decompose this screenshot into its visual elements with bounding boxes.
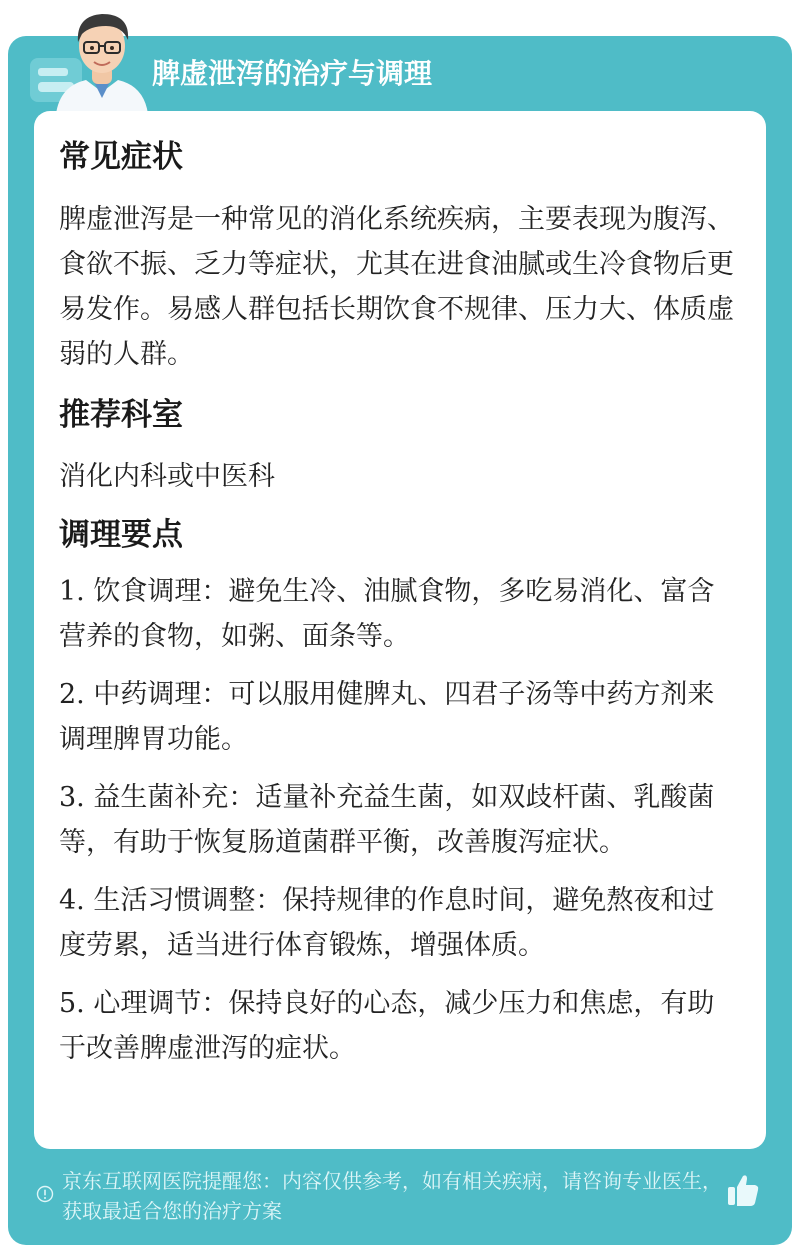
section-title-care: 调理要点 xyxy=(59,517,183,553)
thumbs-up-icon[interactable] xyxy=(726,1172,760,1208)
page-title: 脾虚泄泻的治疗与调理 xyxy=(152,57,433,90)
doctor-avatar xyxy=(42,6,162,114)
list-item-text: 中药调理：可以服用健脾丸、四君子汤等中药方剂来调理脾胃功能。 xyxy=(59,679,715,755)
list-item xyxy=(59,569,739,659)
list-item-number: 3. xyxy=(59,782,85,813)
section-title-department: 推荐科室 xyxy=(59,397,183,433)
card-content xyxy=(59,133,739,1071)
list-item-number: 4. xyxy=(59,885,85,916)
disclaimer-text: 京东互联网医院提醒您：内容仅供参考，如有相关疾病，请咨询专业医生，获取最适合您的治疗方案 xyxy=(62,1169,722,1223)
list-item-number: 1. xyxy=(59,576,85,607)
list-item xyxy=(59,775,739,865)
info-card xyxy=(34,111,766,1149)
list-item-number: 5. xyxy=(59,988,85,1019)
list-item xyxy=(59,878,739,968)
list-item-text: 饮食调理：避免生冷、油腻食物，多吃易消化、富含营养的食物，如粥、面条等。 xyxy=(59,576,715,652)
info-icon xyxy=(36,1185,54,1203)
list-item-text: 心理调节：保持良好的心态，减少压力和焦虑，有助于改善脾虚泄泻的症状。 xyxy=(59,988,715,1064)
list-item xyxy=(59,981,739,1071)
list-item xyxy=(59,672,739,762)
list-item-text: 益生菌补充：适量补充益生菌，如双歧杆菌、乳酸菌等，有助于恢复肠道菌群平衡，改善腹泻症状。 xyxy=(59,782,715,858)
list-item-text: 生活习惯调整：保持规律的作息时间，避免熬夜和过度劳累，适当进行体育锻炼，增强体质。 xyxy=(59,885,715,961)
section-title-symptoms: 常见症状 xyxy=(59,139,183,175)
section-body-symptoms: 脾虚泄泻是一种常见的消化系统疾病，主要表现为腹泻、食欲不振、乏力等症状，尤其在进食油腻或生冷食物后更易发作。易感人群包括长期饮食不规律、压力大、体质虚弱的人群。 xyxy=(59,204,734,370)
section-body-department: 消化内科或中医科 xyxy=(59,461,275,492)
list-item-number: 2. xyxy=(59,679,85,710)
